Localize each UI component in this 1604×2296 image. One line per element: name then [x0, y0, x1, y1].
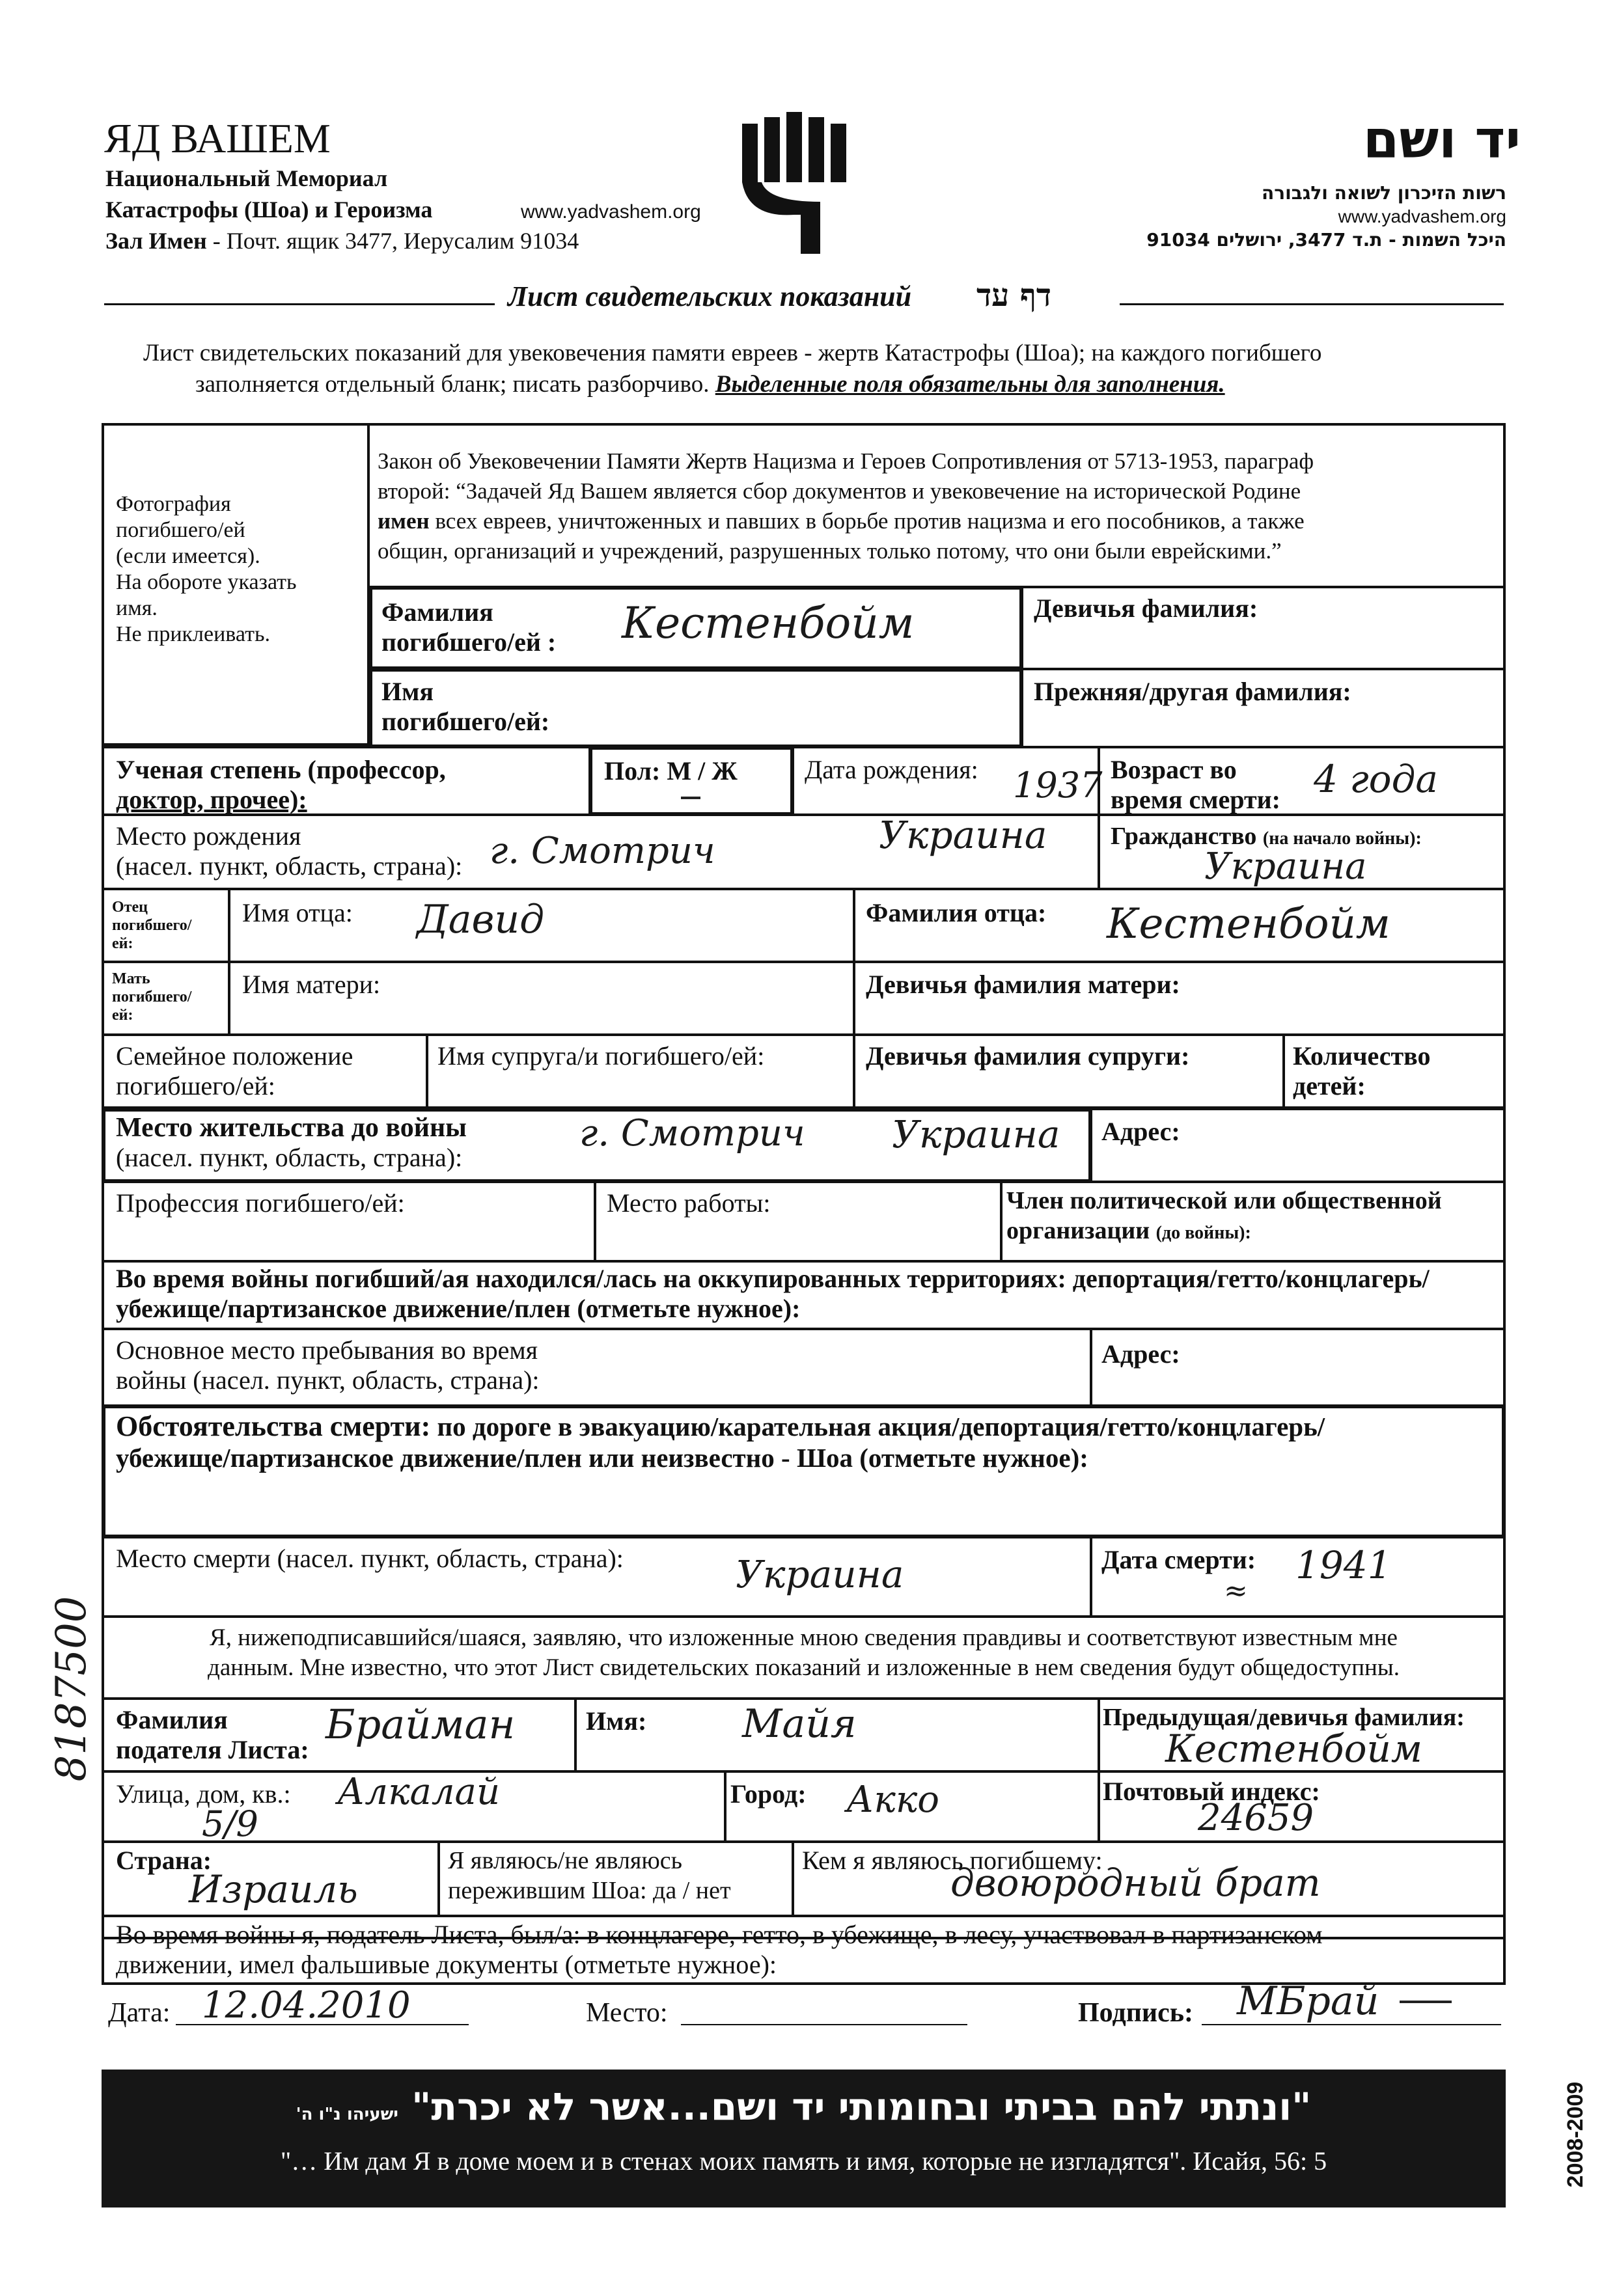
sex-mark	[681, 797, 700, 799]
law-text-1: Закон об Увековечении Памяти Жертв Нацизма и Героев Сопротивления от 5713-1953, параграф	[378, 448, 1314, 474]
declaration-line2: данным. Мне известно, что этот Лист свидетельских показаний и изложенные в нем сведения будут общедоступны.	[208, 1654, 1400, 1681]
age-label	[1111, 755, 1280, 815]
photo-text-4: На обороте указать	[116, 570, 297, 594]
submitter-prev-value[interactable]: Кестенбойм	[1165, 1727, 1422, 1771]
degree-label-2: доктор, прочее):	[116, 785, 307, 814]
main-place-address-label: Адрес:	[1101, 1339, 1180, 1369]
birthplace-value-country[interactable]: Украина	[879, 813, 1047, 857]
intro-line2-text: заполняется отдельный бланк; писать разборчиво.	[195, 371, 710, 398]
birthplace-label	[116, 821, 462, 881]
signature-value[interactable]: МБрай	[1237, 1978, 1379, 2024]
org-note: (до войны):	[1155, 1223, 1251, 1243]
father-side-3: ей:	[112, 935, 133, 952]
law-text-3-rest: всех евреев, уничтоженных и павших в борьбе против нацизма и его пособников, а также	[435, 508, 1305, 534]
survivor-label	[448, 1846, 731, 1906]
side-years: 2008-2009	[1563, 2081, 1588, 2188]
marital-label-1: Семейное положение	[116, 1041, 353, 1071]
survivor-label-1: Я являюсь/не являюсь	[448, 1847, 682, 1874]
declaration-text	[112, 1623, 1495, 1683]
residence-value-country[interactable]: Украина	[892, 1112, 1060, 1156]
death-circ-bold: Обстоятельства смерти:	[116, 1410, 431, 1442]
degree-label-1: Ученая степень (профессор,	[116, 755, 446, 784]
org-label-2: организации	[1006, 1217, 1150, 1244]
age-label-1: Возраст во	[1111, 755, 1237, 784]
place-underline	[681, 2024, 967, 2025]
residence-address-label: Адрес:	[1101, 1117, 1180, 1146]
father-side-1: Отец	[112, 899, 148, 916]
ru-line2: Катастрофы (Шоа) и Героизма	[105, 197, 433, 223]
photo-text-6: Не приклеивать.	[116, 622, 270, 646]
country-value[interactable]: Израиль	[189, 1867, 358, 1911]
surname-label-1: Фамилия	[381, 597, 493, 627]
zip-value[interactable]: 24659	[1198, 1797, 1314, 1839]
prev-name-label: Прежняя/другая фамилия:	[1034, 677, 1351, 706]
signature-underline	[1202, 2024, 1501, 2025]
main-place-label	[116, 1335, 540, 1395]
mother-side-2: погибшего/	[112, 989, 192, 1005]
residence-label-2: (насел. пункт, область, страна):	[116, 1143, 463, 1172]
yad-vashem-logo	[736, 104, 866, 254]
city-label: Город:	[730, 1779, 807, 1809]
org-label-2-row	[1006, 1216, 1442, 1248]
he-line1: רשות הזיכרון לשואה ולגבורה	[1262, 182, 1506, 204]
father-surname-value[interactable]: Кестенбойм	[1107, 900, 1390, 948]
residence-label	[116, 1113, 467, 1173]
survivor-label-2: пережившим Шоа: да / нет	[448, 1877, 731, 1904]
submitter-prev-label: Предыдущая/девичья фамилия:	[1103, 1704, 1465, 1731]
form-title: Лист свидетельских показаний	[508, 280, 912, 312]
death-date-approx: ≈	[1224, 1574, 1248, 1607]
main-place-label-1: Основное место пребывания во время	[116, 1335, 538, 1365]
wartime-line2: убежище/партизанское движение/плен (отметьте нужное):	[116, 1294, 801, 1323]
name-label-2: погибшего/ей:	[381, 707, 550, 736]
ru-line3	[105, 226, 579, 255]
photo-text-2: погибшего/ей	[116, 518, 245, 542]
mother-side-label	[112, 970, 191, 1024]
street-label: Улица, дом, кв.:	[116, 1779, 291, 1809]
intro-line1: Лист свидетельских показаний для увековечения памяти евреев - жертв Катастрофы (Шоа); на каждого погибшего	[143, 340, 1322, 366]
photo-text-1: Фотография	[116, 492, 231, 516]
father-side-label	[112, 898, 191, 953]
degree-label	[116, 755, 446, 815]
ru-title: ЯД ВАШЕМ	[104, 115, 331, 161]
intro-required: Выделенные поля обязательны для заполнения.	[715, 371, 1225, 398]
wartime-text	[116, 1264, 1430, 1324]
ru-line3-rest: - Почт. ящик 3477, Иерусалим 91034	[206, 228, 579, 254]
law-text	[378, 446, 1314, 566]
zip-label: Почтовый индекс:	[1103, 1777, 1320, 1806]
spouse-maiden-label: Девичья фамилия супруги:	[866, 1041, 1190, 1071]
children-label-1: Количество	[1293, 1041, 1431, 1071]
birthplace-value-town[interactable]: г. Смотрич	[490, 830, 715, 872]
title-rule-left	[104, 303, 495, 305]
birthplace-label-1: Место рождения	[116, 821, 301, 851]
title-rule-right	[1120, 303, 1504, 305]
photo-text	[116, 491, 297, 648]
law-bold-word: имен	[378, 508, 430, 534]
country-label: Страна:	[116, 1846, 212, 1875]
submitter-surname-label	[116, 1705, 309, 1765]
submitter-name-label: Имя:	[586, 1706, 647, 1736]
marital-label	[116, 1041, 353, 1101]
law-text-4: общин, организаций и учреждений, разрушенных только потому, что они были еврейскими.”	[378, 538, 1282, 564]
form-title-he: דף עד	[976, 277, 1051, 314]
residence-value-town[interactable]: г. Смотрич	[579, 1112, 805, 1155]
surname-label	[381, 597, 556, 657]
place-label: Место:	[586, 1998, 668, 2028]
he-line2: www.yadvashem.org	[1338, 206, 1506, 226]
children-label-2: детей:	[1293, 1071, 1366, 1100]
death-circ-text	[116, 1411, 1325, 1473]
death-place-label: Место смерти (насел. пункт, область, страна):	[116, 1544, 624, 1573]
photo-text-5: имя.	[116, 596, 158, 620]
submitter-wartime-line2: движении, имел фальшивые документы (отметьте нужное):	[116, 1950, 777, 1979]
menorah-logo-icon	[736, 104, 866, 254]
name-label-1: Имя	[381, 677, 434, 706]
surname-label-2: погибшего/ей :	[381, 627, 557, 657]
signature-dash	[1400, 2001, 1452, 2003]
residence-label-1: Место жительства до войны	[116, 1113, 467, 1143]
photo-text-3: (если имеется).	[116, 544, 260, 568]
banner-ru-quote: "… Им дам Я в доме моем и в стенах моих память и имя, которые не изгладятся". Исайя, 56: 5	[280, 2146, 1327, 2176]
ru-website: www.yadvashem.org	[521, 201, 701, 223]
death-date-value[interactable]: 1941	[1295, 1543, 1392, 1587]
father-name-label: Имя отца:	[242, 898, 353, 927]
mother-side-3: ей:	[112, 1007, 133, 1024]
spouse-label: Имя супруга/и погибшего/ей:	[437, 1041, 765, 1071]
age-value[interactable]: 4 года	[1314, 757, 1438, 801]
org-label	[1006, 1186, 1442, 1248]
children-label	[1293, 1041, 1431, 1101]
he-line3: היכל השמות - ת.ד 3477, ירושלים 91034	[1146, 229, 1506, 251]
org-label-1: Член политической или общественной	[1006, 1187, 1442, 1214]
banner-he-quote-text: "ונתתי להם בביתי ובחומותי יד ושם...אשר לא יכרת"	[411, 2084, 1312, 2129]
date-value[interactable]: 12.04.2010	[202, 1984, 411, 2027]
dob-value[interactable]: 1937	[1013, 765, 1103, 806]
banner-he-source: ישעיהו נ"ו ה'	[296, 2105, 398, 2124]
dob-label: Дата рождения:	[805, 755, 978, 784]
he-title: יד ושם	[1362, 109, 1521, 170]
birthplace-label-2: (насел. пункт, область, страна):	[116, 851, 463, 881]
father-side-2: погибшего/	[112, 917, 192, 934]
signature-label: Подпись:	[1078, 1998, 1193, 2028]
street-value-number[interactable]: 5/9	[202, 1803, 258, 1844]
stamp-number: 8187500	[48, 1596, 96, 1782]
main-place-label-2: войны (насел. пункт, область, страна):	[116, 1365, 540, 1395]
marital-label-2: погибшего/ей:	[116, 1071, 275, 1100]
age-label-2: время смерти:	[1111, 785, 1280, 814]
submitter-surname-label-2: подателя Листа:	[116, 1735, 309, 1764]
citizenship-note: (на начало войны):	[1262, 828, 1422, 849]
submitter-wartime-line1: Во время войны я, податель Листа, был/а: в концлагере, гетто, в убежище, в лесу, участвовал в партизанском	[116, 1920, 1323, 1949]
ru-line3-bold: Зал Имен	[105, 228, 207, 254]
law-text-2: второй: “Задачей Яд Вашем является сбор документов и увековечение на исторической Родине	[378, 478, 1301, 504]
name-label	[381, 677, 549, 737]
date-label: Дата:	[108, 1998, 171, 2028]
relation-label: Кем я являюсь погибшему:	[802, 1846, 1103, 1875]
mother-name-label: Имя матери:	[242, 970, 381, 999]
citizenship-value[interactable]: Украина	[1204, 845, 1367, 888]
citizenship-label-text: Гражданство	[1111, 823, 1257, 850]
submitter-surname-label-1: Фамилия	[116, 1705, 228, 1734]
workplace-label: Место работы:	[607, 1188, 771, 1218]
submitter-name-value[interactable]: Майя	[742, 1701, 857, 1747]
death-place-value[interactable]: Украина	[736, 1552, 904, 1596]
sex-label: Пол: М / Ж	[604, 756, 738, 786]
ru-line1: Национальный Мемориал	[105, 165, 388, 191]
submitter-wartime-text	[116, 1920, 1323, 1980]
declaration-line1: Я, нижеподписавшийся/шаяся, заявляю, что изложенные мною сведения правдивы и соответствуют известным мне	[210, 1624, 1398, 1651]
surname-value[interactable]: Кестенбойм	[622, 598, 915, 648]
relation-value[interactable]: двоюродный брат	[950, 1861, 1321, 1905]
mother-side-1: Мать	[112, 970, 150, 987]
death-circ-row1	[116, 1411, 1325, 1442]
mother-maiden-label: Девичья фамилия матери:	[866, 970, 1180, 999]
profession-label: Профессия погибшего/ей:	[116, 1188, 405, 1218]
street-value[interactable]: Алкалай	[337, 1771, 501, 1813]
death-circ-line1: по дороге в эвакуацию/карательная акция/депортация/гетто/концлагерь/	[430, 1412, 1325, 1442]
law-text-3	[378, 506, 1314, 536]
wartime-line1: Во время войны погибший/ая находился/лась на оккупированных территориях: депортация/гетто/концлагерь/	[116, 1264, 1430, 1293]
city-value[interactable]: Акко	[846, 1779, 940, 1821]
submitter-surname-value[interactable]: Брайман	[325, 1701, 516, 1748]
death-circ-line2: убежище/партизанское движение/плен или неизвестно - Шоа (отметьте нужное):	[116, 1443, 1088, 1473]
death-date-label: Дата смерти:	[1101, 1545, 1256, 1574]
maiden-name-label: Девичья фамилия:	[1034, 594, 1258, 623]
father-name-value[interactable]: Давид	[417, 897, 545, 942]
father-surname-label: Фамилия отца:	[866, 898, 1047, 927]
intro-line2	[195, 370, 1225, 400]
banner-he-quote	[102, 2084, 1506, 2137]
